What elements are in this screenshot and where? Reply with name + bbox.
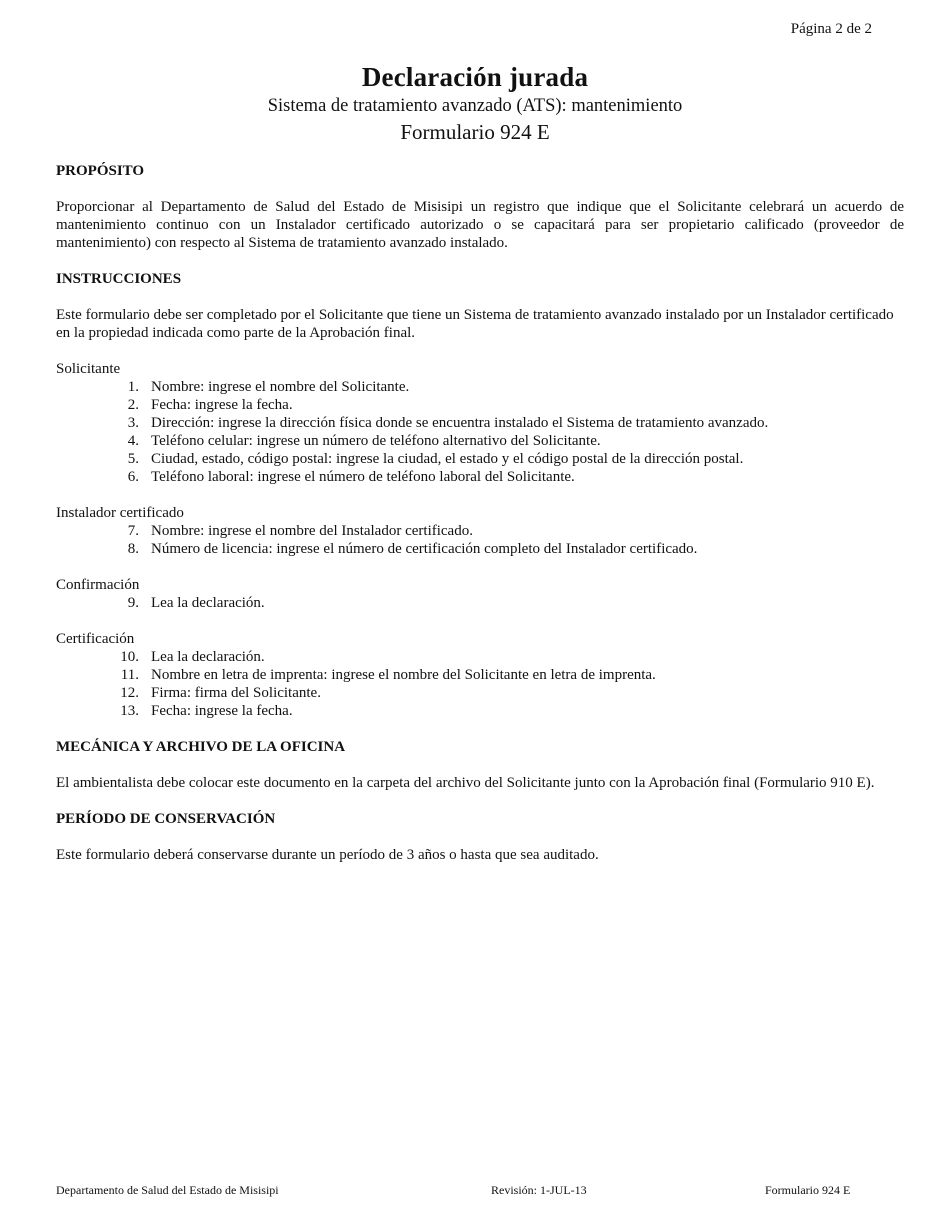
form-number: Formulario 924 E: [400, 120, 550, 144]
item-text: Ciudad, estado, código postal: ingrese la ciudad, el estado y el código postal de la dirección postal.: [151, 451, 744, 467]
item-text: Nombre: ingrese el nombre del Instalador certificado.: [151, 523, 473, 539]
office-heading: MECÁNICA Y ARCHIVO DE LA OFICINA: [56, 739, 346, 755]
instruction-list: [56, 648, 904, 720]
group-label: Confirmación: [56, 577, 140, 593]
item-text: Fecha: ingrese la fecha.: [151, 397, 293, 413]
item-text: Lea la declaración.: [151, 595, 265, 611]
instruction-group-solicitante: [56, 360, 904, 486]
list-item: [56, 468, 904, 486]
list-item: [56, 378, 904, 396]
list-item: [56, 414, 904, 432]
item-number: 9.: [127, 595, 139, 611]
item-text: Nombre en letra de imprenta: ingrese el nombre del Solicitante en letra de imprenta.: [151, 667, 656, 683]
document-title: Declaración jurada: [361, 62, 589, 92]
item-number: 13.: [120, 703, 139, 719]
item-number: 4.: [127, 433, 139, 449]
instruction-group-instalador: [56, 504, 904, 558]
item-text: Teléfono celular: ingrese un número de teléfono alternativo del Solicitante.: [151, 433, 601, 449]
footer-form-number: Formulario 924 E: [765, 1183, 851, 1197]
purpose-text: Proporcionar al Departamento de Salud del Estado de Misisipi un registro que indique que el Solicitante celebrará un acuerdo de mantenimiento continuo con un Instalador certificado autorizado o se capacitará para ser propietario calificado (proveedor de mantenimiento) con respecto al Sistema de tratamiento avanzado instalado.: [56, 199, 904, 251]
purpose-heading: PROPÓSITO: [56, 163, 145, 179]
item-number: 3.: [127, 415, 139, 431]
item-number: 7.: [127, 523, 139, 539]
item-text: Número de licencia: ingrese el número de certificación completo del Instalador certificado.: [151, 541, 698, 557]
item-number: 1.: [127, 379, 139, 395]
item-number: 11.: [120, 667, 139, 683]
item-number: 6.: [127, 469, 139, 485]
item-text: Lea la declaración.: [151, 649, 265, 665]
instruction-group-confirmacion: [56, 576, 904, 612]
office-text: El ambientalista debe colocar este documento en la carpeta del archivo del Solicitante junto con la Aprobación final (Formulario 910 E).: [56, 775, 875, 791]
instructions-heading: INSTRUCCIONES: [56, 271, 182, 287]
item-text: Nombre: ingrese el nombre del Solicitante.: [151, 379, 410, 395]
list-item: [56, 450, 904, 468]
instruction-list: [56, 378, 904, 486]
page-number: Página 2 de 2: [790, 21, 872, 37]
instruction-list: [56, 522, 904, 558]
item-text: Teléfono laboral: ingrese el número de teléfono laboral del Solicitante.: [151, 469, 575, 485]
list-item: [56, 702, 904, 720]
instructions-text: Este formulario debe ser completado por el Solicitante que tiene un Sistema de tratamiento avanzado instalado por un Instalador certificado en la propiedad indicada como parte de la Aprobación final.: [56, 307, 894, 341]
item-number: 5.: [127, 451, 139, 467]
item-text: Fecha: ingrese la fecha.: [151, 703, 293, 719]
list-item: [56, 432, 904, 450]
list-item: [56, 540, 904, 558]
group-label: Instalador certificado: [56, 505, 184, 521]
item-number: 12.: [120, 685, 139, 701]
document-subtitle: Sistema de tratamiento avanzado (ATS): mantenimiento: [267, 96, 683, 116]
instruction-group-certificacion: [56, 630, 904, 720]
list-item: [56, 522, 904, 540]
item-number: 2.: [127, 397, 139, 413]
item-text: Dirección: ingrese la dirección física donde se encuentra instalado el Sistema de tratamiento avanzado.: [151, 415, 769, 431]
list-item: [56, 396, 904, 414]
instruction-list: [56, 594, 904, 612]
list-item: [56, 594, 904, 612]
group-label: Solicitante: [56, 361, 121, 377]
list-item: [56, 666, 904, 684]
group-label: Certificación: [56, 631, 135, 647]
list-item: [56, 648, 904, 666]
retention-heading: PERÍODO DE CONSERVACIÓN: [56, 811, 276, 827]
footer-revision: Revisión: 1-JUL-13: [491, 1183, 587, 1197]
item-number: 10.: [120, 649, 139, 665]
footer-department: Departamento de Salud del Estado de Misisipi: [56, 1183, 279, 1197]
item-number: 8.: [127, 541, 139, 557]
list-item: [56, 684, 904, 702]
item-text: Firma: firma del Solicitante.: [151, 685, 321, 701]
retention-text: Este formulario deberá conservarse durante un período de 3 años o hasta que sea auditado.: [56, 847, 599, 863]
document-body: [56, 162, 904, 864]
